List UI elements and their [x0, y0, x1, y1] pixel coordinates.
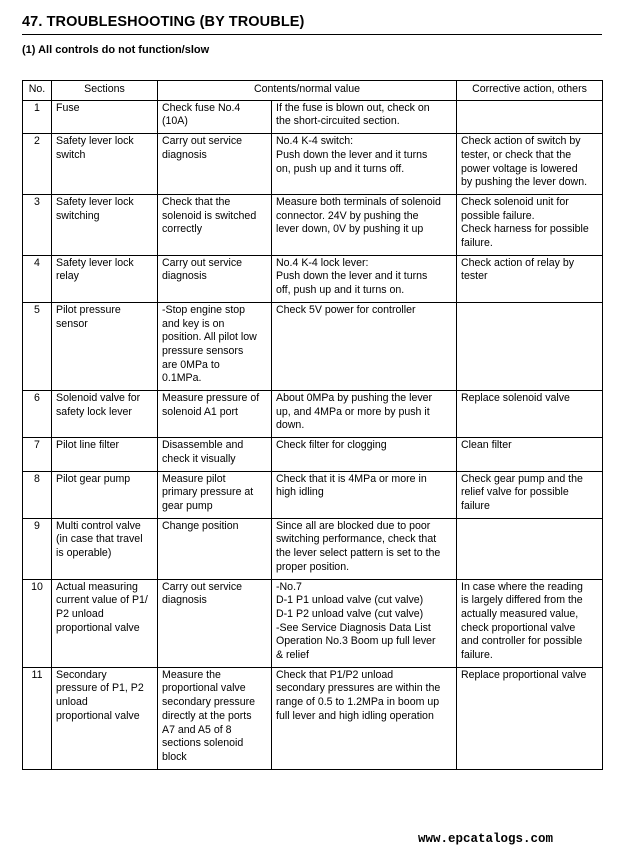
cell-line: and controller for possible — [461, 635, 583, 648]
cell-line: high idling — [276, 486, 324, 499]
table-row — [23, 438, 603, 471]
cell-line: failure. — [461, 649, 493, 662]
cell-number: 1 — [23, 100, 52, 133]
cell-line: -No.7 — [276, 580, 302, 593]
cell-corrective-action — [457, 579, 603, 667]
cell-line: diagnosis — [162, 270, 207, 283]
cell-corrective-action — [457, 255, 603, 302]
cell-number: 5 — [23, 302, 52, 390]
cell-line: proportional valve — [162, 682, 246, 695]
cell-check — [158, 255, 272, 302]
cell-normal-value — [272, 255, 457, 302]
cell-check — [158, 134, 272, 195]
cell-line: lever down, 0V by pushing it up — [276, 223, 424, 236]
cell-number: 11 — [23, 667, 52, 769]
cell-number: 6 — [23, 391, 52, 438]
cell-line: No.4 K-4 switch: — [276, 135, 354, 148]
table-row — [23, 255, 603, 302]
cell-check — [158, 194, 272, 255]
cell-line: pressure sensors — [162, 344, 244, 357]
cell-line: block — [162, 750, 187, 763]
cell-line: unload — [56, 696, 88, 709]
cell-check — [158, 579, 272, 667]
cell-section — [52, 579, 158, 667]
cell-number: 2 — [23, 134, 52, 195]
cell-line: the lever select pattern is set to the — [276, 547, 441, 560]
cell-line: safety lock lever — [56, 405, 132, 418]
cell-line: Check that it is 4MPa or more in — [276, 472, 427, 485]
header-no: No. — [23, 81, 52, 101]
cell-line: solenoid is switched — [162, 209, 257, 222]
cell-line: up, and 4MPa or more by push it — [276, 405, 430, 418]
header-contents: Contents/normal value — [158, 81, 457, 101]
cell-line: Secondary — [56, 668, 107, 681]
cell-line: Actual measuring — [56, 580, 138, 593]
cell-line: Change position — [162, 519, 239, 532]
cell-section — [52, 391, 158, 438]
cell-line: sensor — [56, 317, 88, 330]
cell-line: Measure both terminals of solenoid — [276, 195, 441, 208]
cell-check — [158, 518, 272, 579]
cell-line: current value of P1/ — [56, 594, 148, 607]
cell-line: Safety lever lock — [56, 195, 134, 208]
cell-line: Measure pilot — [162, 472, 226, 485]
cell-line: failure. — [461, 237, 493, 250]
cell-normal-value — [272, 194, 457, 255]
cell-line: Check that P1/P2 unload — [276, 668, 394, 681]
cell-line: full lever and high idling operation — [276, 709, 434, 722]
table-row — [23, 100, 603, 133]
cell-line: sections solenoid — [162, 737, 244, 750]
cell-line: D-1 P1 unload valve (cut valve) — [276, 594, 424, 607]
cell-line: In case where the reading — [461, 580, 583, 593]
cell-number: 7 — [23, 438, 52, 471]
table-row — [23, 194, 603, 255]
cell-line: Carry out service — [162, 580, 243, 593]
cell-line: secondary pressures are within the — [276, 682, 441, 695]
title-rule — [22, 34, 602, 35]
cell-line: diagnosis — [162, 148, 207, 161]
cell-line: solenoid A1 port — [162, 405, 238, 418]
header-corrective-action: Corrective action, others — [457, 81, 603, 101]
cell-line: Replace proportional valve — [461, 668, 587, 681]
cell-number: 8 — [23, 471, 52, 518]
cell-line: switching — [56, 209, 100, 222]
cell-line: switching performance, check that — [276, 533, 437, 546]
cell-line: Safety lever lock — [56, 135, 134, 148]
cell-line: check it visually — [162, 452, 236, 465]
cell-corrective-action — [457, 471, 603, 518]
cell-number: 4 — [23, 255, 52, 302]
cell-normal-value — [272, 302, 457, 390]
cell-line: Check harness for possible — [461, 223, 589, 236]
cell-corrective-action — [457, 518, 603, 579]
cell-corrective-action — [457, 391, 603, 438]
cell-line: Push down the lever and it turns — [276, 270, 428, 283]
cell-line: is largely differed from the — [461, 594, 583, 607]
cell-line: P2 unload — [56, 607, 104, 620]
table-header-row — [23, 81, 603, 101]
cell-corrective-action — [457, 438, 603, 471]
cell-line: range of 0.5 to 1.2MPa in boom up — [276, 696, 440, 709]
cell-number: 9 — [23, 518, 52, 579]
cell-line: tester — [461, 270, 488, 283]
table-row — [23, 471, 603, 518]
cell-corrective-action — [457, 194, 603, 255]
table-row — [23, 667, 603, 769]
website-footer: www.epcatalogs.com — [418, 832, 554, 846]
cell-corrective-action — [457, 302, 603, 390]
cell-line: D-1 P2 unload valve (cut valve) — [276, 607, 424, 620]
cell-normal-value — [272, 471, 457, 518]
cell-line: (10A) — [162, 115, 188, 128]
header-sections: Sections — [52, 81, 158, 101]
cell-section — [52, 667, 158, 769]
cell-line: directly at the ports — [162, 709, 252, 722]
cell-section — [52, 438, 158, 471]
cell-line: Check action of switch by — [461, 135, 581, 148]
table-row — [23, 391, 603, 438]
cell-check — [158, 667, 272, 769]
cell-line: check proportional valve — [461, 621, 576, 634]
cell-number: 10 — [23, 579, 52, 667]
cell-line: Replace solenoid valve — [461, 392, 570, 405]
cell-section — [52, 471, 158, 518]
cell-normal-value — [272, 438, 457, 471]
cell-line: pressure of P1, P2 — [56, 682, 144, 695]
cell-line: (in case that travel — [56, 533, 143, 546]
cell-normal-value — [272, 100, 457, 133]
cell-line: Measure the — [162, 668, 221, 681]
cell-corrective-action — [457, 667, 603, 769]
cell-line: Check fuse No.4 — [162, 101, 241, 114]
cell-line: proportional valve — [56, 621, 140, 634]
cell-line: correctly — [162, 223, 203, 236]
cell-line: are 0MPa to — [162, 358, 220, 371]
cell-check — [158, 438, 272, 471]
cell-line: proportional valve — [56, 709, 140, 722]
cell-section — [52, 255, 158, 302]
cell-check — [158, 302, 272, 390]
cell-line: -Stop engine stop — [162, 303, 246, 316]
cell-normal-value — [272, 518, 457, 579]
cell-normal-value — [272, 579, 457, 667]
cell-line: position. All pilot low — [162, 331, 257, 344]
cell-line: by pushing the lever down. — [461, 176, 588, 189]
cell-line: Safety lever lock — [56, 256, 134, 269]
cell-line: Pilot pressure — [56, 303, 121, 316]
cell-line: About 0MPa by pushing the lever — [276, 392, 433, 405]
cell-line: Since all are blocked due to poor — [276, 519, 431, 532]
cell-section — [52, 100, 158, 133]
cell-line: actually measured value, — [461, 607, 579, 620]
cell-line: Disassemble and — [162, 439, 244, 452]
cell-line: Check gear pump and the — [461, 472, 583, 485]
cell-line: on, push up and it turns off. — [276, 162, 405, 175]
cell-line: Carry out service — [162, 135, 243, 148]
cell-line: 0.1MPa. — [162, 372, 202, 385]
cell-line: gear pump — [162, 499, 213, 512]
cell-number: 3 — [23, 194, 52, 255]
cell-line: down. — [276, 419, 305, 432]
cell-line: and key is on — [162, 317, 225, 330]
cell-section — [52, 518, 158, 579]
cell-check — [158, 100, 272, 133]
page-title: 47. TROUBLESHOOTING (BY TROUBLE) — [22, 14, 305, 30]
cell-line: proper position. — [276, 560, 350, 573]
cell-line: Check filter for clogging — [276, 439, 387, 452]
cell-section — [52, 134, 158, 195]
cell-line: Check that the — [162, 195, 231, 208]
table-row — [23, 302, 603, 390]
cell-line: Check action of relay by — [461, 256, 575, 269]
cell-check — [158, 471, 272, 518]
table-row — [23, 579, 603, 667]
cell-normal-value — [272, 134, 457, 195]
cell-line: A7 and A5 of 8 — [162, 723, 232, 736]
cell-line: No.4 K-4 lock lever: — [276, 256, 369, 269]
section-subtitle: (1) All controls do not function/slow — [22, 44, 210, 56]
cell-line: possible failure. — [461, 209, 535, 222]
cell-line: off, push up and it turns on. — [276, 284, 405, 297]
cell-section — [52, 194, 158, 255]
cell-line: If the fuse is blown out, check on — [276, 101, 430, 114]
cell-line: Solenoid valve for — [56, 392, 141, 405]
cell-line: switch — [56, 148, 86, 161]
cell-line: Fuse — [56, 101, 80, 114]
cell-line: primary pressure at — [162, 486, 254, 499]
cell-line: Carry out service — [162, 256, 243, 269]
cell-line: connector. 24V by pushing the — [276, 209, 419, 222]
cell-line: Check 5V power for controller — [276, 303, 416, 316]
cell-line: Measure pressure of — [162, 392, 260, 405]
cell-line: failure — [461, 499, 490, 512]
cell-line: secondary pressure — [162, 696, 256, 709]
cell-section — [52, 302, 158, 390]
cell-line: tester, or check that the — [461, 148, 572, 161]
cell-line: Operation No.3 Boom up full lever — [276, 635, 436, 648]
cell-check — [158, 391, 272, 438]
cell-line: power voltage is lowered — [461, 162, 578, 175]
cell-line: -See Service Diagnosis Data List — [276, 621, 431, 634]
cell-corrective-action — [457, 134, 603, 195]
cell-line: relief valve for possible — [461, 486, 569, 499]
table-row — [23, 518, 603, 579]
cell-line: the short-circuited section. — [276, 115, 400, 128]
cell-line: relay — [56, 270, 79, 283]
cell-line: is operable) — [56, 547, 112, 560]
cell-line: Multi control valve — [56, 519, 141, 532]
cell-line: Clean filter — [461, 439, 512, 452]
cell-normal-value — [272, 667, 457, 769]
cell-normal-value — [272, 391, 457, 438]
cell-line: & relief — [276, 649, 309, 662]
cell-corrective-action — [457, 100, 603, 133]
cell-line: Pilot gear pump — [56, 472, 131, 485]
table-row — [23, 134, 603, 195]
cell-line: Push down the lever and it turns — [276, 148, 428, 161]
cell-line: diagnosis — [162, 594, 207, 607]
troubleshooting-table — [22, 80, 603, 770]
cell-line: Pilot line filter — [56, 439, 119, 452]
cell-line: Check solenoid unit for — [461, 195, 569, 208]
